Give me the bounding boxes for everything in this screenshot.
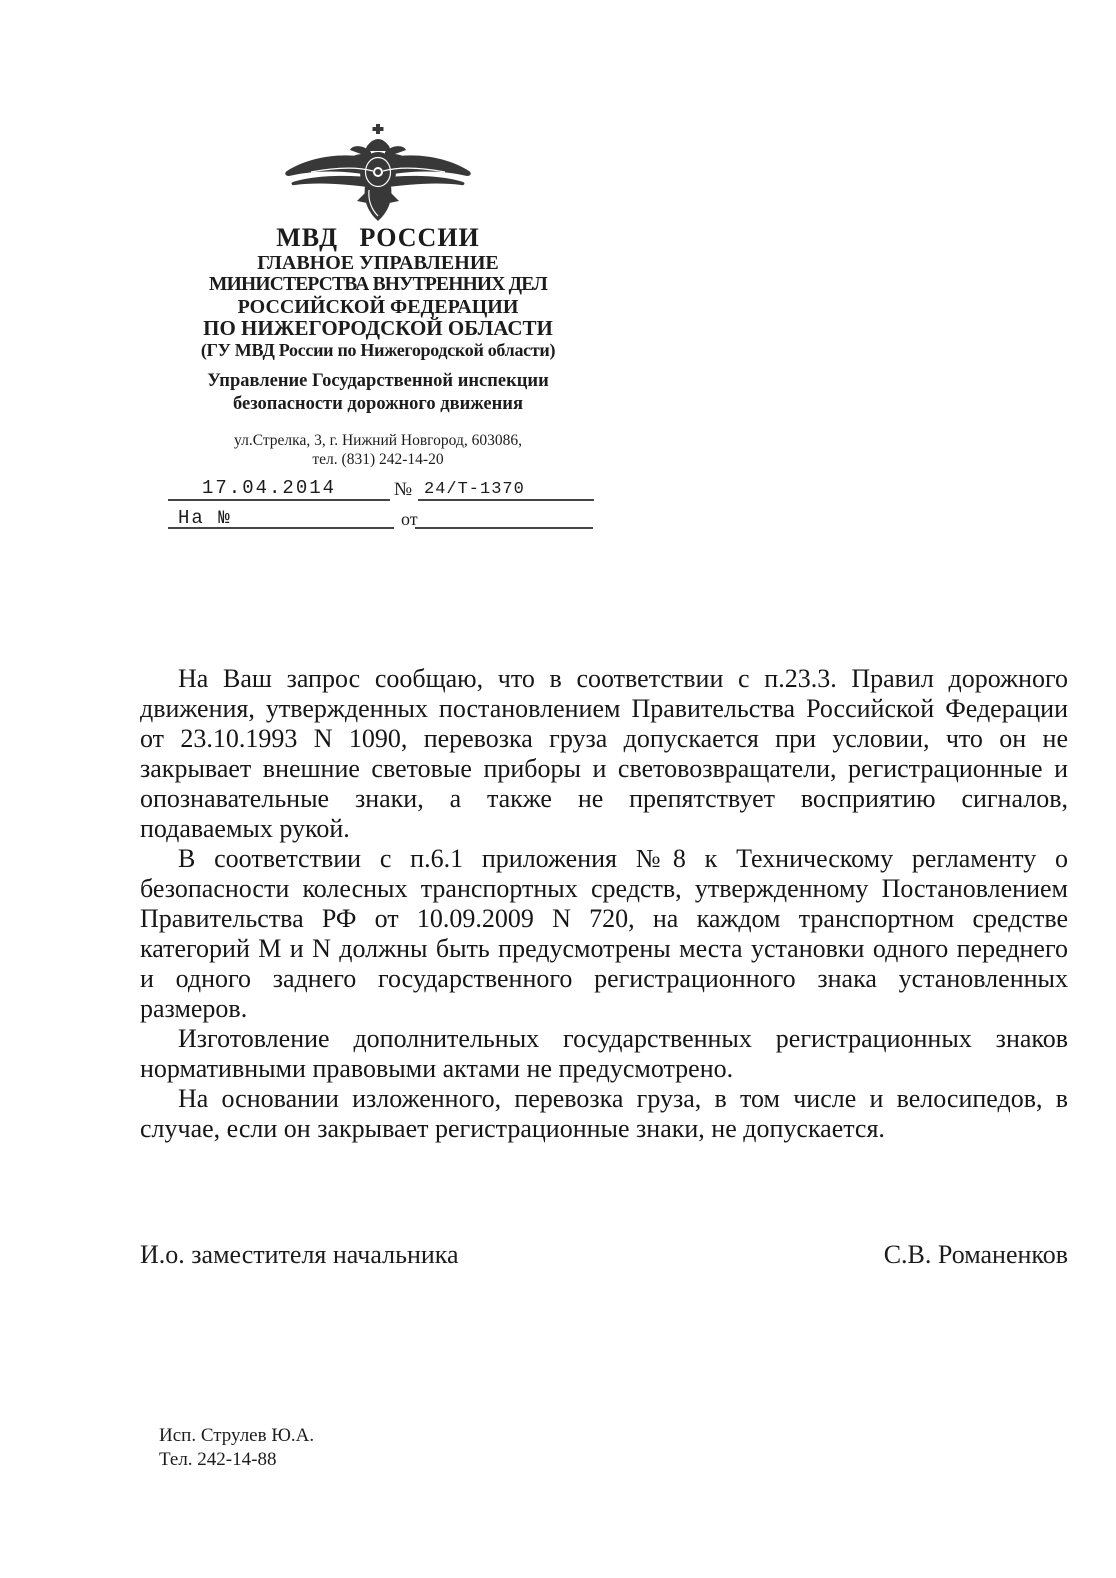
org-title: МВД РОССИИ [276, 223, 480, 252]
mvd-double-headed-eagle-icon [283, 124, 473, 222]
letter-date: 17.04.2014 [202, 477, 337, 499]
org-short-name: (ГУ МВД России по Нижегородской области) [200, 340, 556, 360]
paragraph: Изготовление дополнительных государственных регистрационных знаков нормативными правовыми актами не предусмотрено. [140, 1024, 1068, 1083]
incoming-date-underline [415, 504, 593, 529]
incoming-number-label: На № [178, 507, 232, 529]
org-line: МИНИСТЕРСТВА ВНУТРЕННИХ ДЕЛ [209, 274, 547, 295]
org-address [176, 431, 580, 469]
reference-block [140, 476, 610, 536]
from-label: от [401, 509, 418, 529]
paragraph: На основании изложенного, перевозка груза, в том числе и велосипедов, в случае, если он закрывает регистрационные знаки, не допускается. [140, 1084, 1068, 1143]
paragraph: На Ваш запрос сообщаю, что в соответствии с п.23.3. Правил дорожного движения, утвержденных постановлением Правительства Российской Федерации от 23.10.1993 N 1090, перевозка груза допускается при условии, что он не закрывает внешние световые приборы и световозвращатели, регистрационные и опознавательные знаки, а также не препятствует восприятию сигналов, подаваемых рукой. [140, 664, 1068, 843]
executor-phone: Тел. 242-14-88 [159, 1448, 277, 1470]
executor-name: Исп. Струлев Ю.А. [159, 1425, 315, 1446]
division-line: безопасности дорожного движения [233, 394, 523, 414]
letterhead [176, 124, 580, 469]
number-sign-label: № [394, 479, 413, 500]
signer-name: С.В. Романенков [883, 1240, 1068, 1269]
letter-body [140, 664, 1068, 1144]
division-line: Управление Государственной инспекции [207, 371, 549, 391]
address-line: тел. (831) 242-14-20 [312, 451, 444, 468]
address-line: ул.Стрелка, 3, г. Нижний Новгород, 603086, [234, 432, 522, 449]
signer-role: И.о. заместителя начальника [140, 1240, 459, 1269]
org-line: ПО НИЖЕГОРОДСКОЙ ОБЛАСТИ [203, 316, 553, 340]
paragraph: В соответствии с п.6.1 приложения №8 к Техническому регламенту о безопасности колесных транспортных средств, утвержденному Постановлением Правительства РФ от 10.09.2009 N 720, на каждом транспортном средстве категорий М и N должны быть предусмотрены места установки одного переднего и одного заднего государственного регистрационного знака установленных размеров. [140, 844, 1068, 1023]
letter-number: 24/Т-1370 [424, 480, 525, 499]
org-line: ГЛАВНОЕ УПРАВЛЕНИЕ [257, 252, 499, 274]
org-line: РОССИЙСКОЙ ФЕДЕРАЦИИ [237, 296, 519, 318]
signature-row [140, 1240, 1068, 1270]
executor-footer [159, 1424, 314, 1471]
division-name [176, 370, 580, 416]
